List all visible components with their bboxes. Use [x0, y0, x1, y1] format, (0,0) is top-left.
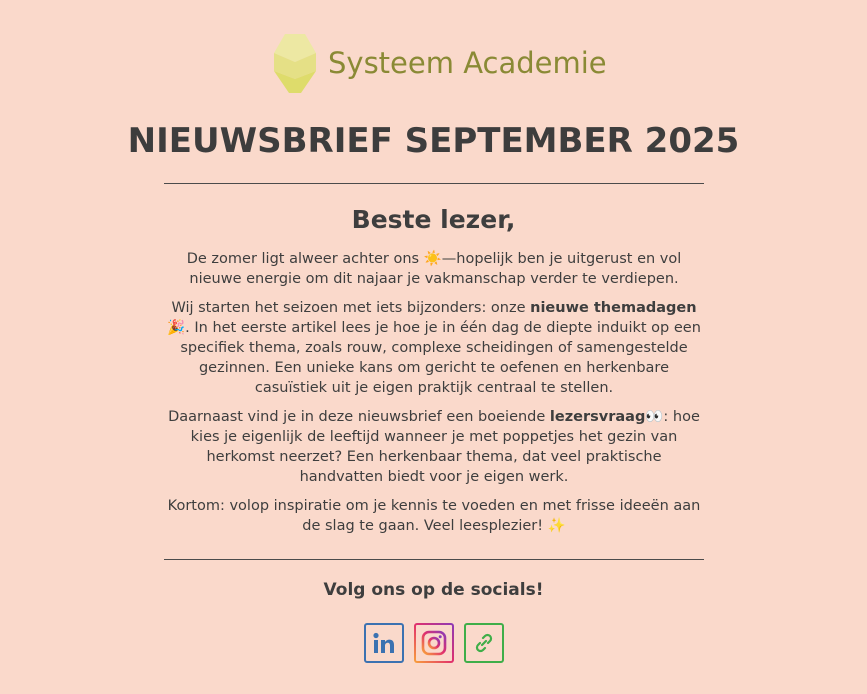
- paragraph-intro: De zomer ligt alweer achter ons ☀️—hopelijk ben je uitgerust en vol nieuwe energie om dit najaar je vakmanschap verder te verdiepen.: [186, 251, 682, 287]
- paragraph-text: : hoe kies je eigenlijk de leeftijd wanneer je met poppetjes het gezin van herkomst neerzet? Een herkenbaar thema, dat veel praktische handvatten biedt voor je eigen werk.: [190, 409, 700, 485]
- party-emoji-icon: 🎉: [167, 320, 186, 336]
- social-links: [364, 623, 504, 663]
- greeting-heading: Beste lezer,: [351, 205, 516, 234]
- paragraph-text: Wij starten het seizoen met iets bijzonders: onze: [171, 300, 531, 316]
- divider-top: [164, 183, 704, 184]
- instagram-button[interactable]: [414, 623, 454, 663]
- socials-heading: Volg ons op de socials!: [323, 580, 544, 600]
- highlight-lezersvraag: lezersvraag: [549, 409, 646, 425]
- paragraph-text: . In het eerste artikel lees je hoe je in één dag de diepte induikt op een specifiek thema, zoals rouw, complexe scheidingen of samengestelde gezinnen. Een unieke kans om gericht te oefenen en herkenbare casuïstiek uit je eigen praktijk centraal te stellen.: [180, 320, 701, 396]
- highlight-themadagen: nieuwe themadagen: [530, 300, 697, 316]
- paragraph-closing: Kortom: volop inspiratie om je kennis te voeden en met frisse ideeën aan de slag te gaan. Veel leesplezier! ✨: [167, 498, 701, 534]
- newsletter-body: [164, 249, 704, 545]
- newsletter-title: NIEUWSBRIEF SEPTEMBER 2025: [127, 121, 740, 161]
- website-link-button[interactable]: [464, 623, 504, 663]
- linkedin-button[interactable]: [364, 623, 404, 663]
- eyes-emoji-icon: 👀: [645, 409, 664, 425]
- paragraph-text: Daarnaast vind je in deze nieuwsbrief een boeiende: [168, 409, 550, 425]
- logo[interactable]: [272, 31, 607, 95]
- logo-text: Systeem Academie: [328, 45, 607, 80]
- paragraph-lezersvraag: [164, 407, 704, 487]
- diamond-logo-icon: [272, 31, 318, 95]
- paragraph-themadagen: [164, 298, 704, 398]
- divider-bottom: [164, 559, 704, 560]
- linkedin-icon: [371, 630, 397, 656]
- instagram-icon: [420, 629, 448, 657]
- link-icon: [472, 631, 496, 655]
